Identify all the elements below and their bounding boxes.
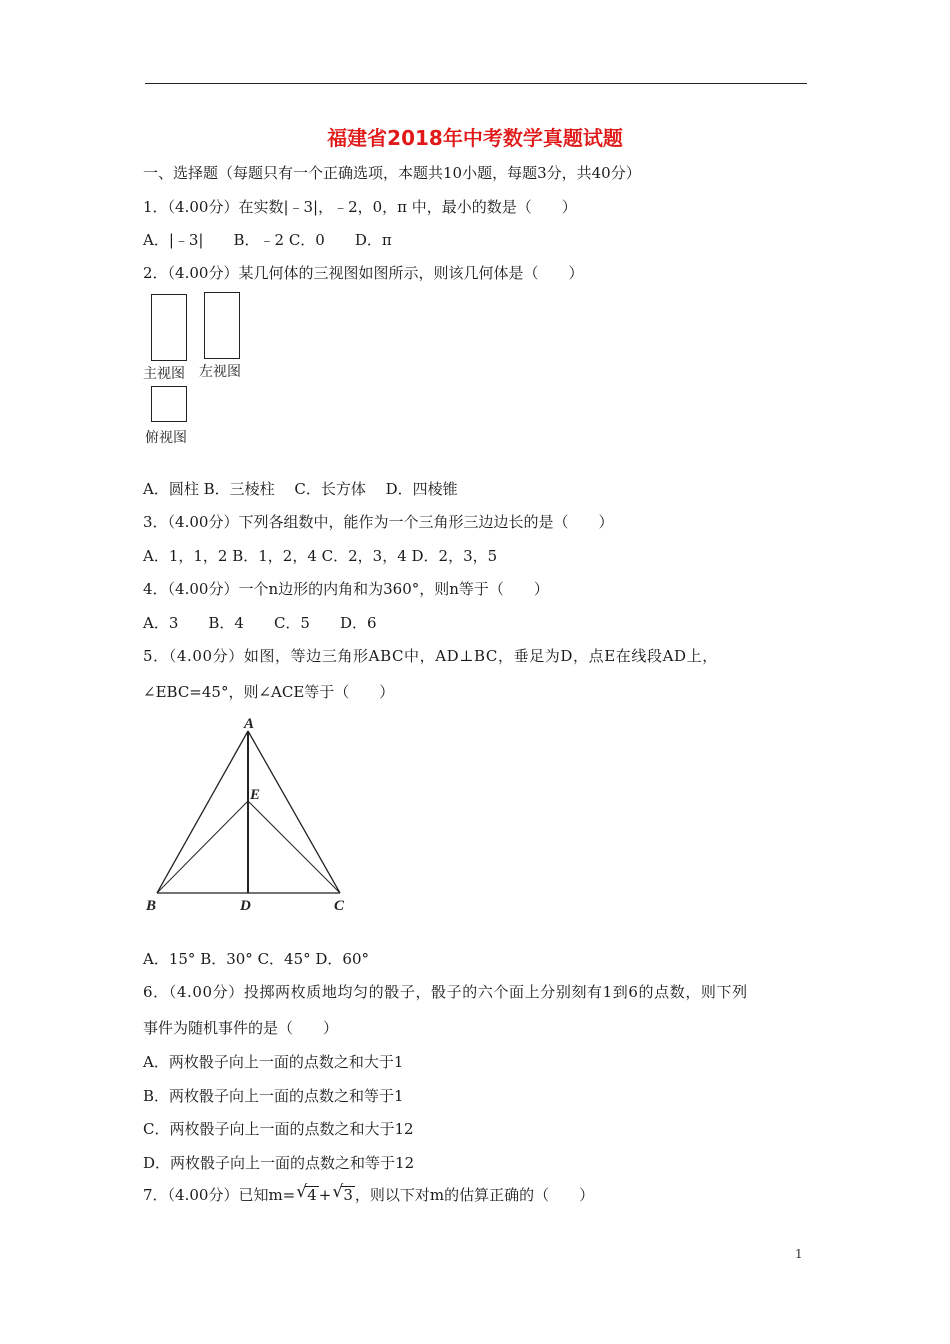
point-a-label: A: [244, 716, 255, 732]
question-5-stem-line-1: 5．（4.00分）如图，等边三角形ABC中，AD⊥BC，垂足为D，点E在线段AD上，: [143, 647, 718, 665]
question-6-option-b: B．两枚骰子向上一面的点数之和等于1: [143, 1087, 404, 1105]
header-rule: [145, 83, 807, 84]
segment-ce: [248, 801, 340, 893]
question-4-options: A．3 B．4 C．5 D．6: [143, 614, 377, 632]
question-7-prefix: 7．（4.00分）已知m=: [143, 1186, 296, 1204]
question-5-stem-line-2: ∠EBC=45°，则∠ACE等于（ ）: [143, 683, 395, 701]
question-6-stem-line-2: 事件为随机事件的是（ ）: [143, 1019, 339, 1037]
sqrt-3: √ 3: [332, 1182, 353, 1204]
question-5-options: A．15° B．30° C．45° D．60°: [143, 950, 370, 968]
front-view-rect: [151, 294, 187, 361]
point-e-label: E: [250, 787, 261, 803]
question-3-stem: 3．（4.00分）下列各组数中，能作为一个三角形三边边长的是（ ）: [143, 513, 614, 531]
point-d-label: D: [240, 898, 251, 914]
question-6-stem-line-1: 6．（4.00分）投掷两枚质地均匀的骰子，骰子的六个面上分别刻有1到6的点数，则下列: [143, 983, 748, 1001]
section-heading: 一、选择题（每题只有一个正确选项，本题共10小题，每题3分，共40分）: [143, 164, 641, 182]
question-2-stem: 2．（4.00分）某几何体的三视图如图所示，则该几何体是（ ）: [143, 264, 584, 282]
top-view-label: 俯视图: [145, 430, 187, 446]
question-6-option-a: A．两枚骰子向上一面的点数之和大于1: [143, 1053, 404, 1071]
plus-sign: +: [318, 1186, 332, 1204]
question-6-option-c: C．两枚骰子向上一面的点数之和大于12: [143, 1120, 414, 1138]
top-view-square: [151, 386, 187, 422]
segment-be: [157, 801, 248, 893]
question-2-options: A．圆柱 B．三棱柱 C．长方体 D．四棱锥: [143, 480, 458, 498]
question-7-suffix: ，则以下对m的估算正确的（ ）: [354, 1186, 595, 1204]
left-view-label: 左视图: [199, 364, 241, 380]
side-ab: [157, 731, 248, 893]
triangle-abc-figure: [140, 712, 360, 917]
question-4-stem: 4．（4.00分）一个n边形的内角和为360°，则n等于（ ）: [143, 580, 549, 598]
question-7-stem: [143, 1182, 595, 1205]
side-ac: [248, 731, 340, 893]
question-1-options: A．|﹣3| B．﹣2 C．0 D．π: [143, 231, 392, 249]
question-3-options: A．1，1，2 B．1，2，4 C．2，3，4 D．2，3，5: [143, 547, 498, 565]
left-view-rect: [204, 292, 240, 359]
page-number: 1: [795, 1247, 803, 1261]
front-view-label: 主视图: [143, 366, 185, 382]
page-title: 福建省2018年中考数学真题试题: [327, 126, 623, 150]
question-1-stem: 1．（4.00分）在实数|﹣3|，﹣2，0，π 中，最小的数是（ ）: [143, 198, 577, 216]
question-6-option-d: D．两枚骰子向上一面的点数之和等于12: [143, 1154, 415, 1172]
point-b-label: B: [146, 898, 157, 914]
point-c-label: C: [334, 898, 345, 914]
three-view-figure: [143, 290, 263, 450]
sqrt-4: √ 4: [296, 1182, 317, 1204]
